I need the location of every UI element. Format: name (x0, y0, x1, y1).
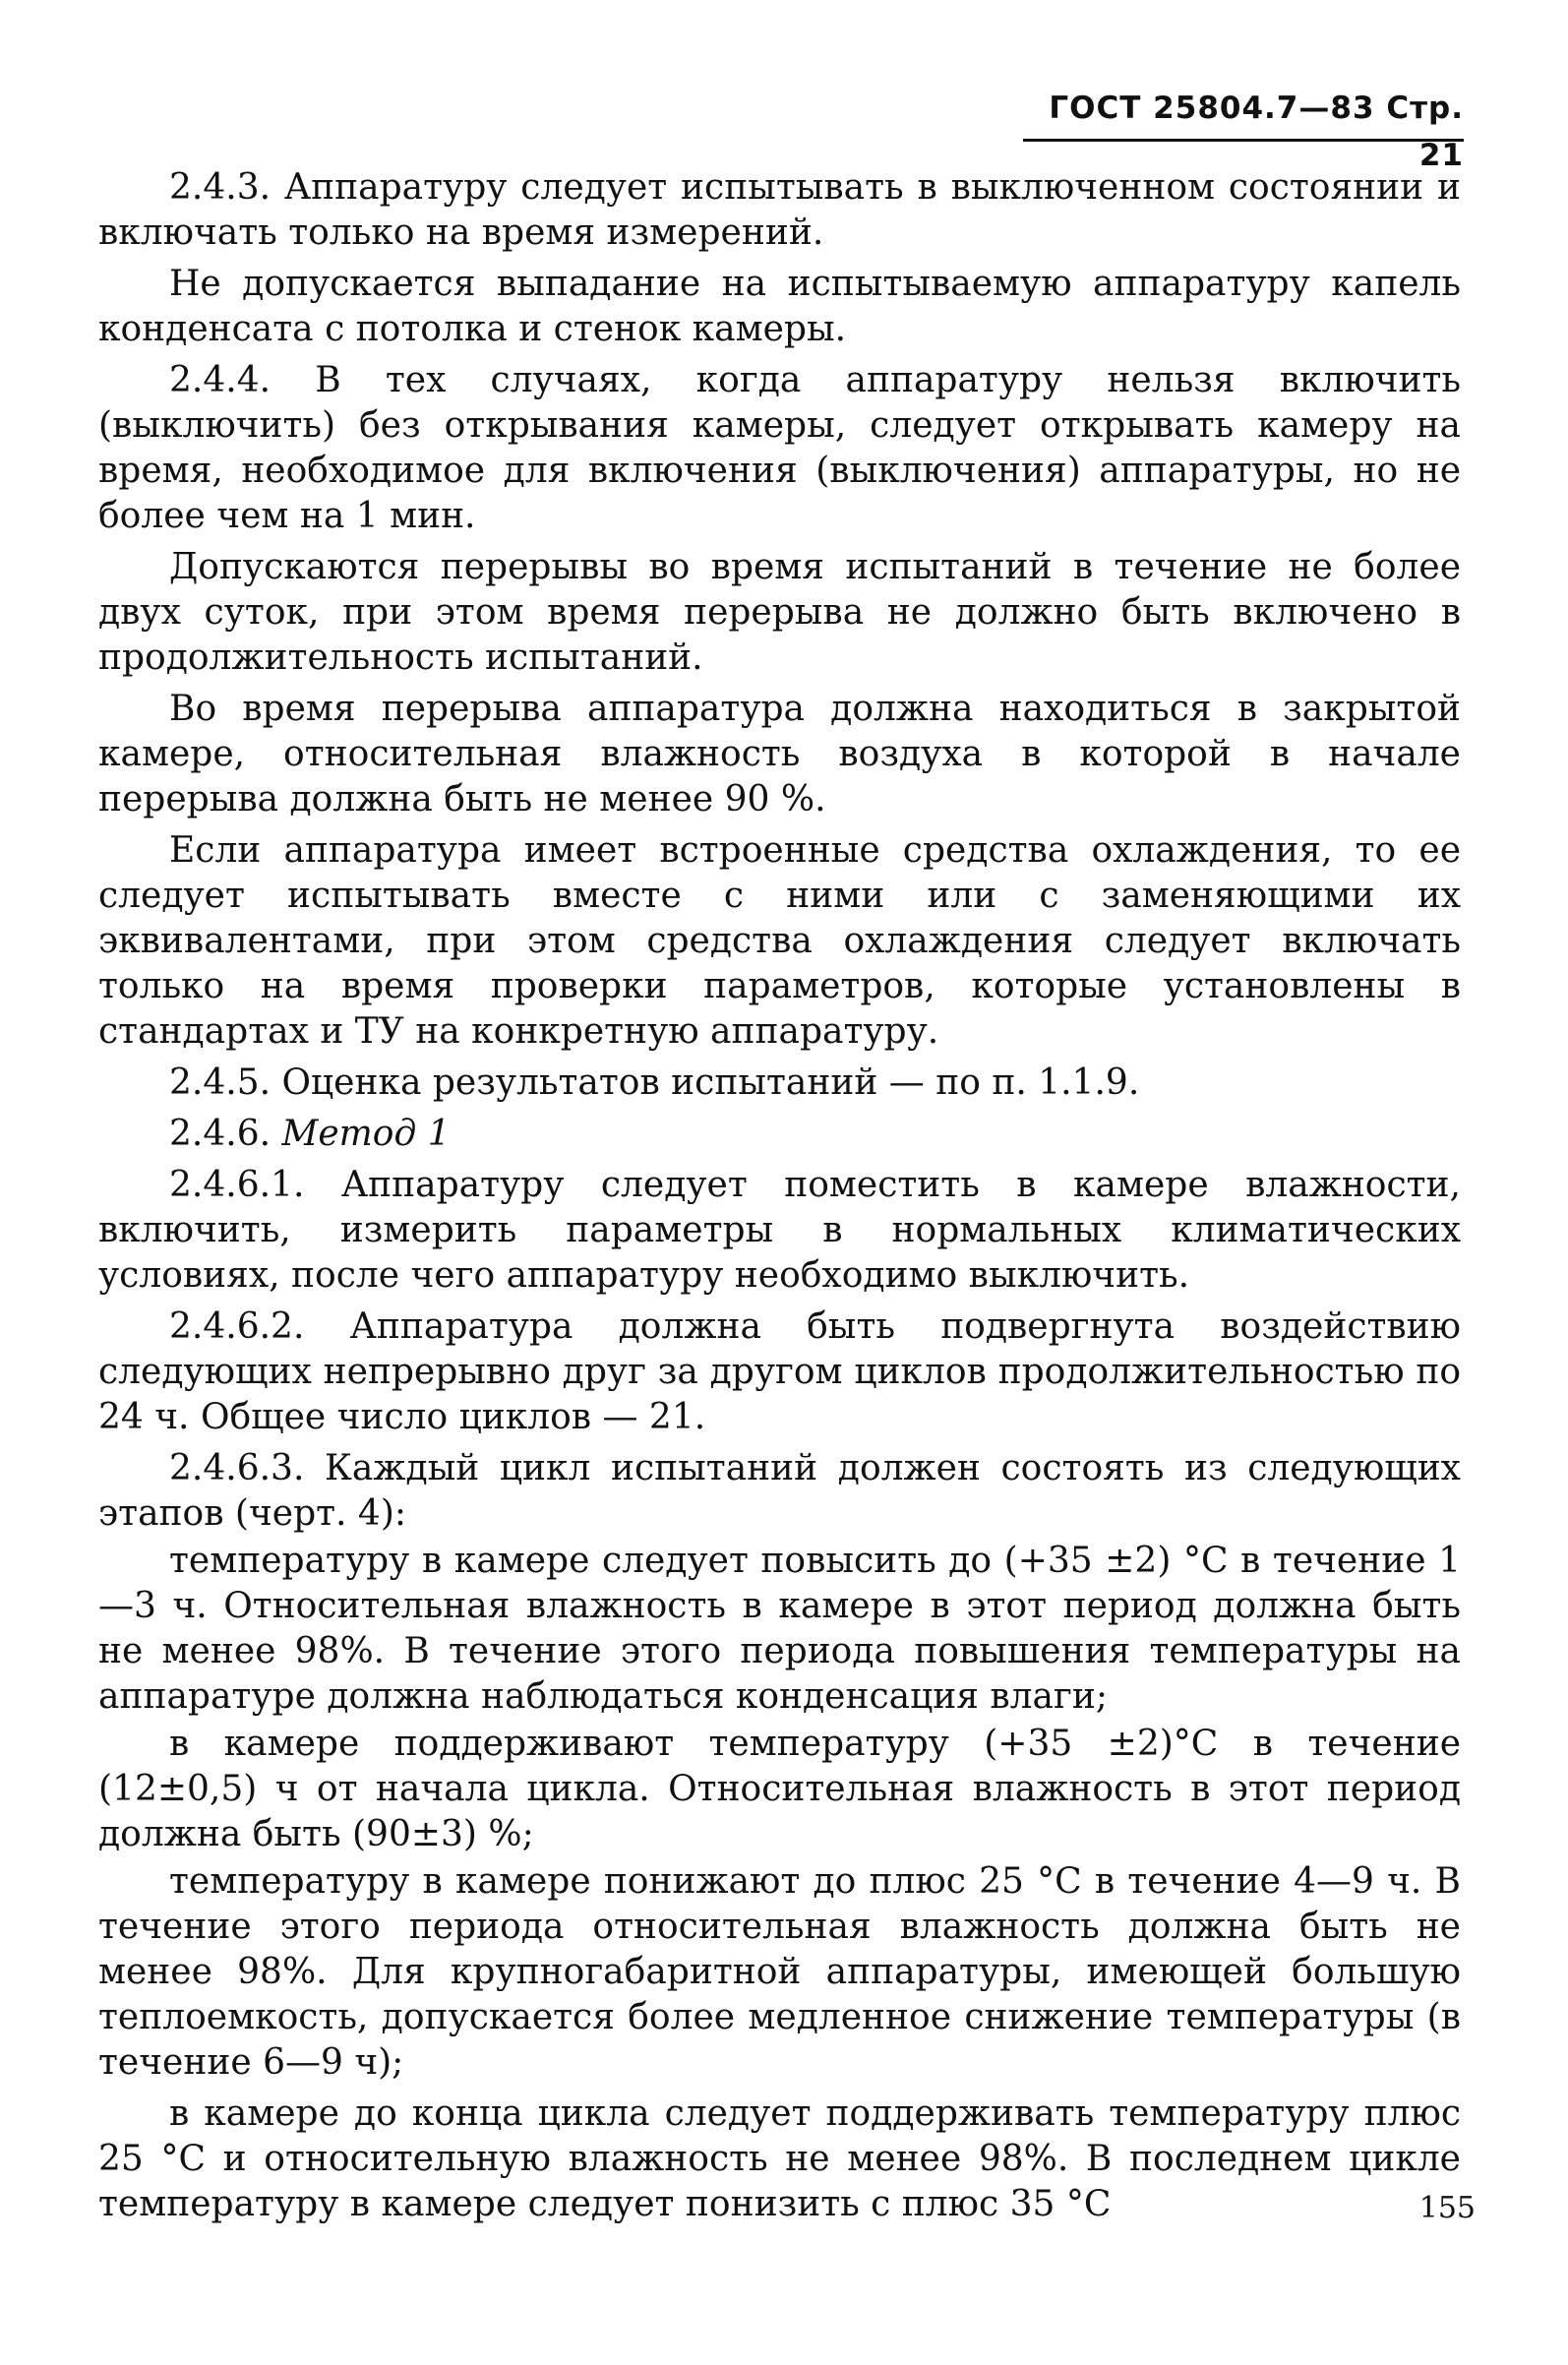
paragraph-2-4-6 (98, 1112, 1461, 1157)
paragraph-cooling: Если аппаратура имеет встроенные средства охлаждения, то ее следует испытывать вместе с ними или с заменяющими их эквивалентами, при этом средства охлаждения следует включать только на время проверки параметров, которые установлены в стандартах и ТУ на конкретную аппаратуру. (98, 830, 1461, 1052)
paragraph-breaks-allowed: Допускаются перерывы во время испытаний в течение не более двух суток, при этом время перерыва не должно быть включено в продолжительность испытаний. (98, 547, 1461, 678)
paragraph-2-4-4: 2.4.4. В тех случаях, когда аппаратуру нельзя включить (выключить) без открывания камеры, следует открывать камеру на время, необходимое для включения (выключения) аппаратуры, но не более чем на 1 мин. (98, 360, 1461, 536)
paragraph-2-4-5: 2.4.5. Оценка результатов испытаний — по п. 1.1.9. (169, 1062, 1140, 1103)
paragraph-2-4-3: 2.4.3. Аппаратуру следует испытывать в выключенном состоянии и включать только на время измерений. (98, 167, 1461, 253)
page-number: 155 (1418, 2191, 1476, 2225)
running-header (1023, 85, 1464, 173)
paragraph-2-4-6-1: 2.4.6.1. Аппаратуру следует поместить в камере влажности, включить, измерить параметры в нормальных климатических условиях, после чего аппаратуру необходимо выключить. (98, 1165, 1461, 1296)
section-number: 2.4.6. (169, 1114, 271, 1154)
paragraph-2-4-6-3: 2.4.6.3. Каждый цикл испытаний должен состоять из следующих этапов (черт. 4): (98, 1448, 1461, 1534)
paragraph-condensate: Не допускается выпадание на испытываемую аппаратуру капель конденсата с потолка и стенок камеры. (98, 264, 1461, 349)
paragraph-2-4-6-2: 2.4.6.2. Аппаратура должна быть подвергнута воздействию следующих непрерывно друг за другом циклов продолжительностью по 24 ч. Общее число циклов — 21. (98, 1306, 1461, 1437)
paragraph-stage-1: температуру в камере следует повысить до (+35 ±2) °С в течение 1—3 ч. Относительная влажность в камере в этот период должна быть не менее 98%. В течение этого периода повышения температуры на аппаратуре должна наблюдаться конденсация влаги; (98, 1541, 1461, 1717)
document-body (98, 165, 1461, 2233)
paragraph-break-humidity: Во время перерыва аппаратура должна находиться в закрытой камере, относительная влажность воздуха в которой в начале перерыва должна быть не менее 90 %. (98, 689, 1461, 819)
paragraph-stage-3: температуру в камере понижают до плюс 25 °С в течение 4—9 ч. В течение этого периода относительная влажность должна быть не менее 98%. Для крупногабаритной аппаратуры, имеющей большую теплоемкость, допускается более медленное снижение температуры (в течение 6—9 ч); (98, 1861, 1461, 2083)
running-title: ГОСТ 25804.7—83 Стр. 21 (1049, 91, 1464, 173)
section-title: Метод 1 (281, 1114, 451, 1154)
paragraph-stage-2: в камере поддерживают температуру (+35 ±2)°С в течение (12±0,5) ч от начала цикла. Относительная влажность в этот период должна быть (90±3) %; (98, 1724, 1461, 1854)
paragraph-stage-4: в камере до конца цикла следует поддерживать температуру плюс 25 °С и относительную влажность не менее 98%. В последнем цикле температуру в камере следует понизить с плюс 35 °С (98, 2093, 1461, 2224)
